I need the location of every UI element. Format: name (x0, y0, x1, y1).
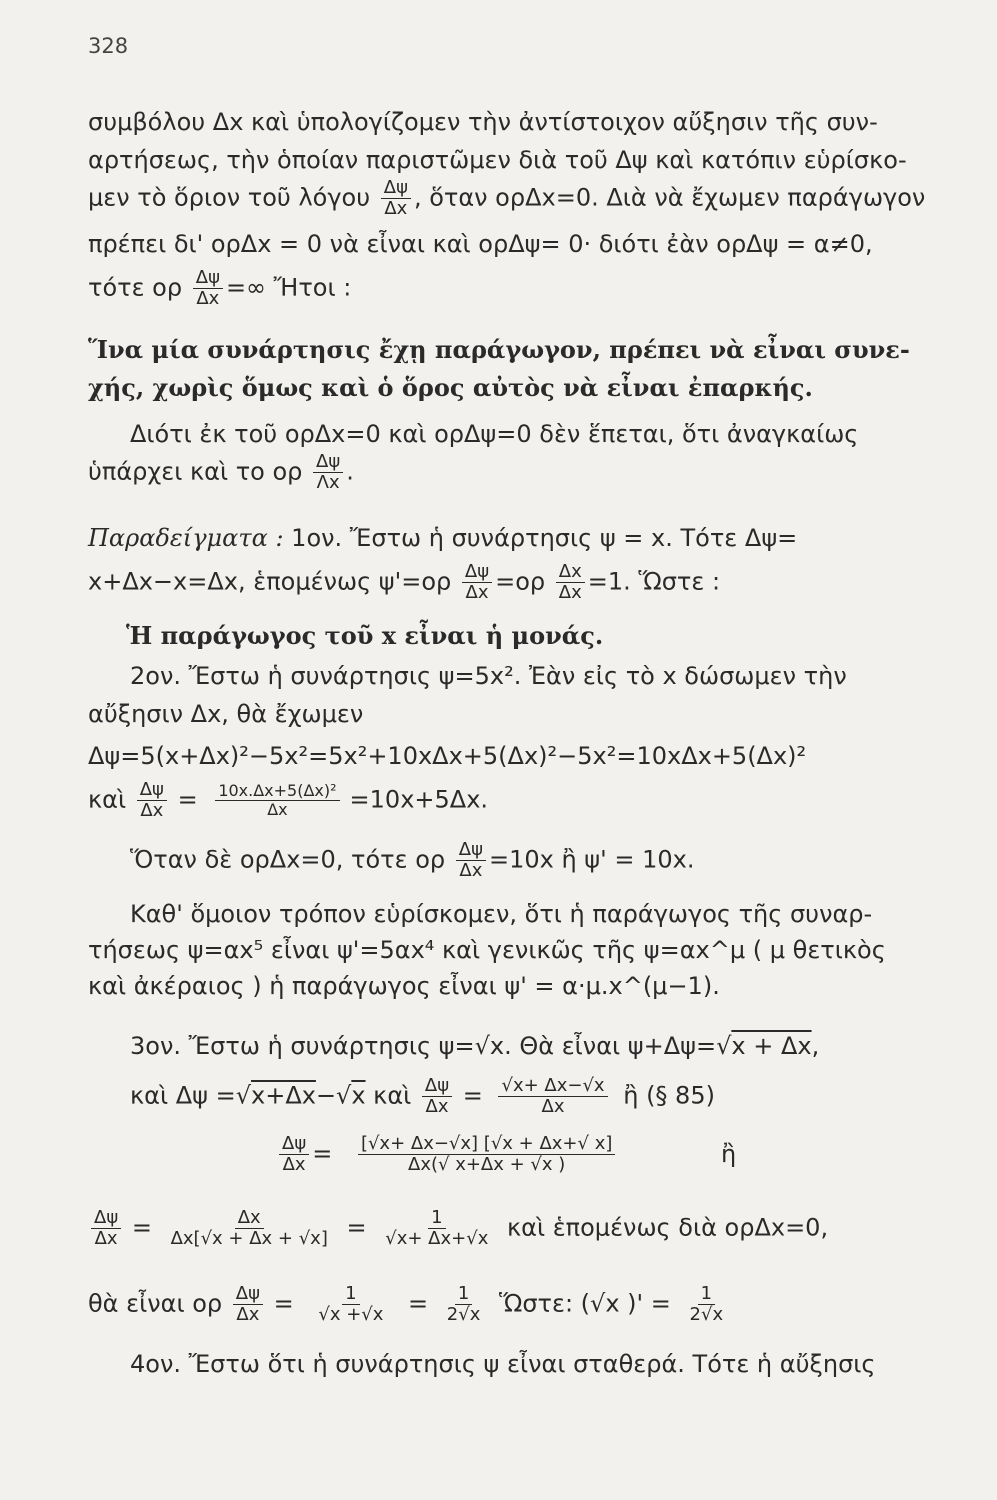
denominator: √x +√x (318, 1304, 384, 1325)
examples-label: Παραδείγματα : (88, 524, 284, 552)
text: 2ον. Ἔστω ἡ συνάρτησις ψ=5x². Ἐὰν εἰς τὸ x δώσωμεν τὴν (130, 662, 847, 690)
page-number: 328 (88, 34, 129, 58)
fraction (215, 782, 339, 819)
equation (276, 1134, 937, 1175)
denominator: √x+ Δx+√x (385, 1228, 489, 1249)
text-line (130, 840, 937, 881)
equation (130, 1076, 937, 1117)
text: αρτήσεως, τὴν ὁποίαν παριστῶμεν διὰ τοῦ Δψ καὶ κατόπιν εὑρίσκο- (88, 146, 907, 174)
fraction (456, 840, 486, 881)
numerator: 1 (342, 1284, 359, 1305)
equation (88, 780, 937, 821)
text-line (88, 268, 937, 309)
text: 1ον. Ἔστω ἡ συνάρτησις ψ = x. Τότε Δψ= (283, 524, 798, 552)
denominator: Δx[√x + Δx + √x] (170, 1228, 328, 1249)
text: = (273, 1289, 294, 1318)
numerator: Δψ (456, 840, 486, 861)
fraction (358, 1134, 615, 1175)
numerator: 1 (698, 1284, 715, 1305)
text: . (346, 457, 354, 486)
text-line (88, 562, 937, 603)
text: Δψ=5(x+Δx)²−5x²=5x²+10xΔx+5(Δx)²−5x²=10xΔx+5(Δx)² (88, 742, 807, 770)
text: = (177, 785, 198, 814)
denominator: Δx(√ x+Δx + √x ) (408, 1154, 566, 1175)
text: ἢ (§ 85) (615, 1081, 715, 1110)
text: καὶ (365, 1081, 412, 1110)
text-line (88, 970, 937, 1002)
text: καὶ ἀκέραιος ) ἡ παράγωγος εἶναι ψ' = α·μ.x^(μ−1). (88, 972, 720, 1000)
text: =1. Ὥστε : (587, 567, 721, 596)
numerator: Δψ (91, 1208, 121, 1229)
denominator: Δx (558, 582, 582, 603)
numerator: Δψ (462, 562, 492, 583)
fraction (687, 1284, 727, 1325)
denominator: Δx (267, 800, 288, 819)
text-line (88, 452, 937, 493)
text: −√ (315, 1081, 352, 1110)
text: θὰ εἶναι ορ (88, 1289, 223, 1318)
fraction (556, 562, 585, 603)
denominator: Δx (459, 860, 483, 881)
denominator: Δx (236, 1304, 260, 1325)
numerator: Δψ (137, 780, 167, 801)
denominator: Δx (465, 582, 489, 603)
denominator: Δx (541, 1096, 565, 1117)
text: καὶ ἑπομένως διὰ ορΔx=0, (499, 1213, 829, 1242)
fraction (91, 1208, 121, 1249)
text-line (88, 178, 937, 219)
denominator: 2√x (446, 1304, 481, 1325)
text: =10x ἢ ψ' = 10x. (488, 845, 695, 874)
numerator: Δx (556, 562, 585, 583)
text: Διότι ἐκ τοῦ ορΔx=0 καὶ ορΔψ=0 δὲν ἕπεται, ὅτι ἀναγκαίως (130, 420, 859, 448)
text: πρέπει δι' ορΔx = 0 νὰ εἶναι καὶ ορΔψ= 0· διότι ἐὰν ορΔψ = α≠0, (88, 230, 873, 258)
numerator: 1 (455, 1284, 472, 1305)
text: ἢ (721, 1139, 737, 1168)
text-line (88, 522, 937, 554)
text: =∞ Ἤτοι : (225, 273, 352, 302)
fraction (137, 780, 167, 821)
numerator: Δψ (381, 178, 411, 199)
text: 3ον. Ἔστω ἡ συνάρτησις ψ=√x. Θὰ εἶναι ψ+Δψ=√ (130, 1032, 732, 1060)
denominator: Δx (94, 1228, 118, 1249)
text-line (88, 698, 937, 730)
numerator: Δψ (422, 1076, 452, 1097)
bold-statement (88, 372, 937, 404)
text-line (130, 418, 937, 450)
numerator: Δψ (193, 268, 223, 289)
text: = (346, 1213, 367, 1242)
fraction (313, 452, 343, 493)
text: = (408, 1289, 429, 1318)
denominator: 2√x (689, 1304, 724, 1325)
fraction (168, 1208, 331, 1249)
bold-statement (88, 334, 937, 366)
numerator: Δψ (279, 1134, 309, 1155)
denominator: Δx (282, 1154, 306, 1175)
numerator: Δx (235, 1208, 264, 1229)
radicand: x+Δx (251, 1081, 316, 1110)
equation (88, 1284, 937, 1325)
numerator: 1 (428, 1208, 445, 1229)
text: Ἡ παράγωγος τοῦ x εἶναι ἡ μονάς. (126, 621, 604, 650)
text-line (88, 934, 937, 966)
equation (88, 740, 937, 772)
text: x+Δx−x=Δx, ἑπομένως ψ'=ορ (88, 567, 452, 596)
denominator: Δx (140, 800, 164, 821)
text: μεν τὸ ὅριον τοῦ λόγου (88, 183, 371, 212)
numerator: [√x+ Δx−√x] [√x + Δx+√ x] (358, 1134, 615, 1155)
text: =ορ (495, 567, 546, 596)
denominator: Λx (316, 472, 340, 493)
fraction (193, 268, 223, 309)
text: αὔξησιν Δx, θὰ ἔχωμεν (88, 700, 364, 728)
fraction (315, 1284, 386, 1325)
fraction (498, 1076, 607, 1117)
fraction (279, 1134, 309, 1175)
text: συμβόλου Δx καὶ ὑπολογίζομεν τὴν ἀντίστοιχον αὔξησιν τῆς συν- (88, 108, 878, 136)
text-line (130, 1030, 937, 1062)
numerator: √x+ Δx−√x (498, 1076, 607, 1097)
denominator: Δx (384, 198, 408, 219)
text: Ἵνα μία συνάρτησις ἔχῃ παράγωγον, πρέπει νὰ εἶναι συνε- (88, 335, 910, 364)
text-line (88, 106, 937, 138)
radicand: x (351, 1081, 366, 1110)
text: , ὅταν ορΔx=0. Διὰ νὰ ἔχωμεν παράγωγον (413, 183, 926, 212)
text: Ὅταν δὲ ορΔx=0, τότε ορ (130, 845, 446, 874)
radicand: x + Δx (731, 1032, 812, 1060)
text: χής, χωρὶς ὅμως καὶ ὁ ὅρος αὐτὸς νὰ εἶναι ἐπαρκής. (88, 373, 813, 402)
text-line (88, 144, 937, 176)
text: καὶ (88, 785, 127, 814)
text-line (130, 1348, 937, 1380)
text: Καθ' ὅμοιον τρόπον εὑρίσκομεν, ὅτι ἡ παράγωγος τῆς συναρ- (130, 900, 873, 928)
numerator: Δψ (313, 452, 343, 473)
text: = (312, 1139, 333, 1168)
text: Ὥστε: (√x )' = (491, 1289, 671, 1318)
denominator: Δx (196, 288, 220, 309)
fraction (233, 1284, 263, 1325)
fraction (382, 1208, 491, 1249)
denominator: Δx (425, 1096, 449, 1117)
fraction (462, 562, 492, 603)
fraction (444, 1284, 484, 1325)
text-line (88, 228, 937, 260)
text: = (462, 1081, 483, 1110)
text: τότε ορ (88, 273, 183, 302)
text: τήσεως ψ=αx⁵ εἶναι ψ'=5αx⁴ καὶ γενικῶς τῆς ψ=αx^μ ( μ θετικὸς (88, 936, 886, 964)
fraction (422, 1076, 452, 1117)
text: καὶ Δψ =√ (130, 1081, 251, 1110)
text: =10x+5Δx. (349, 785, 489, 814)
equation (88, 1208, 937, 1249)
text: ὑπάρχει καὶ το ορ (88, 457, 303, 486)
text: , (811, 1032, 820, 1060)
fraction (381, 178, 411, 219)
numerator: 10x.Δx+5(Δx)² (215, 782, 339, 801)
text-line (130, 898, 937, 930)
bold-statement (126, 620, 937, 652)
text-line (130, 660, 937, 692)
text: 4ον. Ἔστω ὅτι ἡ συνάρτησις ψ εἶναι σταθερά. Τότε ἡ αὔξησις (130, 1350, 876, 1378)
text: = (131, 1213, 152, 1242)
numerator: Δψ (233, 1284, 263, 1305)
